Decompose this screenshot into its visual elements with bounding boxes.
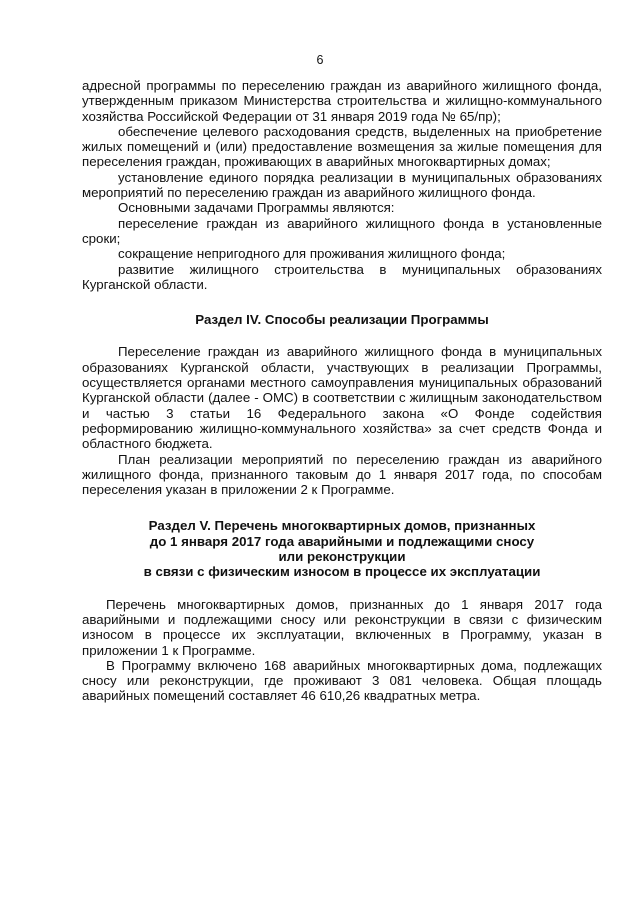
paragraph: Основными задачами Программы являются: [118,200,395,216]
paragraph: Переселение граждан из аварийного жилищного фонда в муниципальных образованиях Курганской области, участвующих в реализации Программы, осуществляется органами местного самоуправления муниципальных образований Курганской области (далее - ОМС) в соответствии с жилищным законодательством и частью 3 статьи 16 Федерального закона «О Фонде содействия реформированию жилищно-коммунального хозяйства» за счет средств Фонда и областного бюджета. [82,344,602,452]
paragraph: Перечень многоквартирных домов, признанных до 1 января 2017 года аварийными и подлежащими сносу или реконструкции в связи с физическим износом в процессе их эксплуатации, включенных в Программу, указан в приложении 1 к Программе. [82,596,602,658]
section-heading-line: или реконструкции [278,549,406,565]
paragraph: установление единого порядка реализации в муниципальных образованиях мероприятий по переселению граждан из аварийного жилищного фонда. [82,169,602,201]
section-heading-line: в связи с физическим износом в процессе их эксплуатации [143,564,541,580]
paragraph: План реализации мероприятий по переселению граждан из аварийного жилищного фонда, признанного таковым до 1 января 2017 года, по способам переселения указан в приложении 2 к Программе. [82,451,602,498]
page-number: 6 [316,53,324,67]
paragraph: адресной программы по переселению граждан из аварийного жилищного фонда, утвержденным приказом Министерства строительства и жилищно-коммунального хозяйства Российской Федерации от 31 января 2019 года № 65/пр); [82,78,602,124]
section-heading-line: до 1 января 2017 года аварийными и подлежащими сносу [149,533,535,549]
paragraph: развитие жилищного строительства в муниципальных образованиях Курганской области. [82,261,602,292]
section-heading: Раздел IV. Способы реализации Программы [195,312,489,328]
section-heading-line: Раздел V. Перечень многоквартирных домов, признанных [148,518,536,534]
section-heading [82,518,602,579]
paragraph: переселение граждан из аварийного жилищного фонда в установленные сроки; [82,215,602,246]
paragraph: В Программу включено 168 аварийных многоквартирных дома, подлежащих сносу или реконструкции, где проживают 3 081 человека. Общая площадь аварийных помещений составляет 46 610,26 квадратных метра. [82,657,602,704]
paragraph: сокращение непригодного для проживания жилищного фонда; [118,246,506,262]
document-body [82,78,602,704]
paragraph: обеспечение целевого расходования средств, выделенных на приобретение жилых помещений и (или) предоставление возмещения за жилые помещения для переселения граждан, проживающих в аварийных многоквартирных домах; [82,123,602,170]
